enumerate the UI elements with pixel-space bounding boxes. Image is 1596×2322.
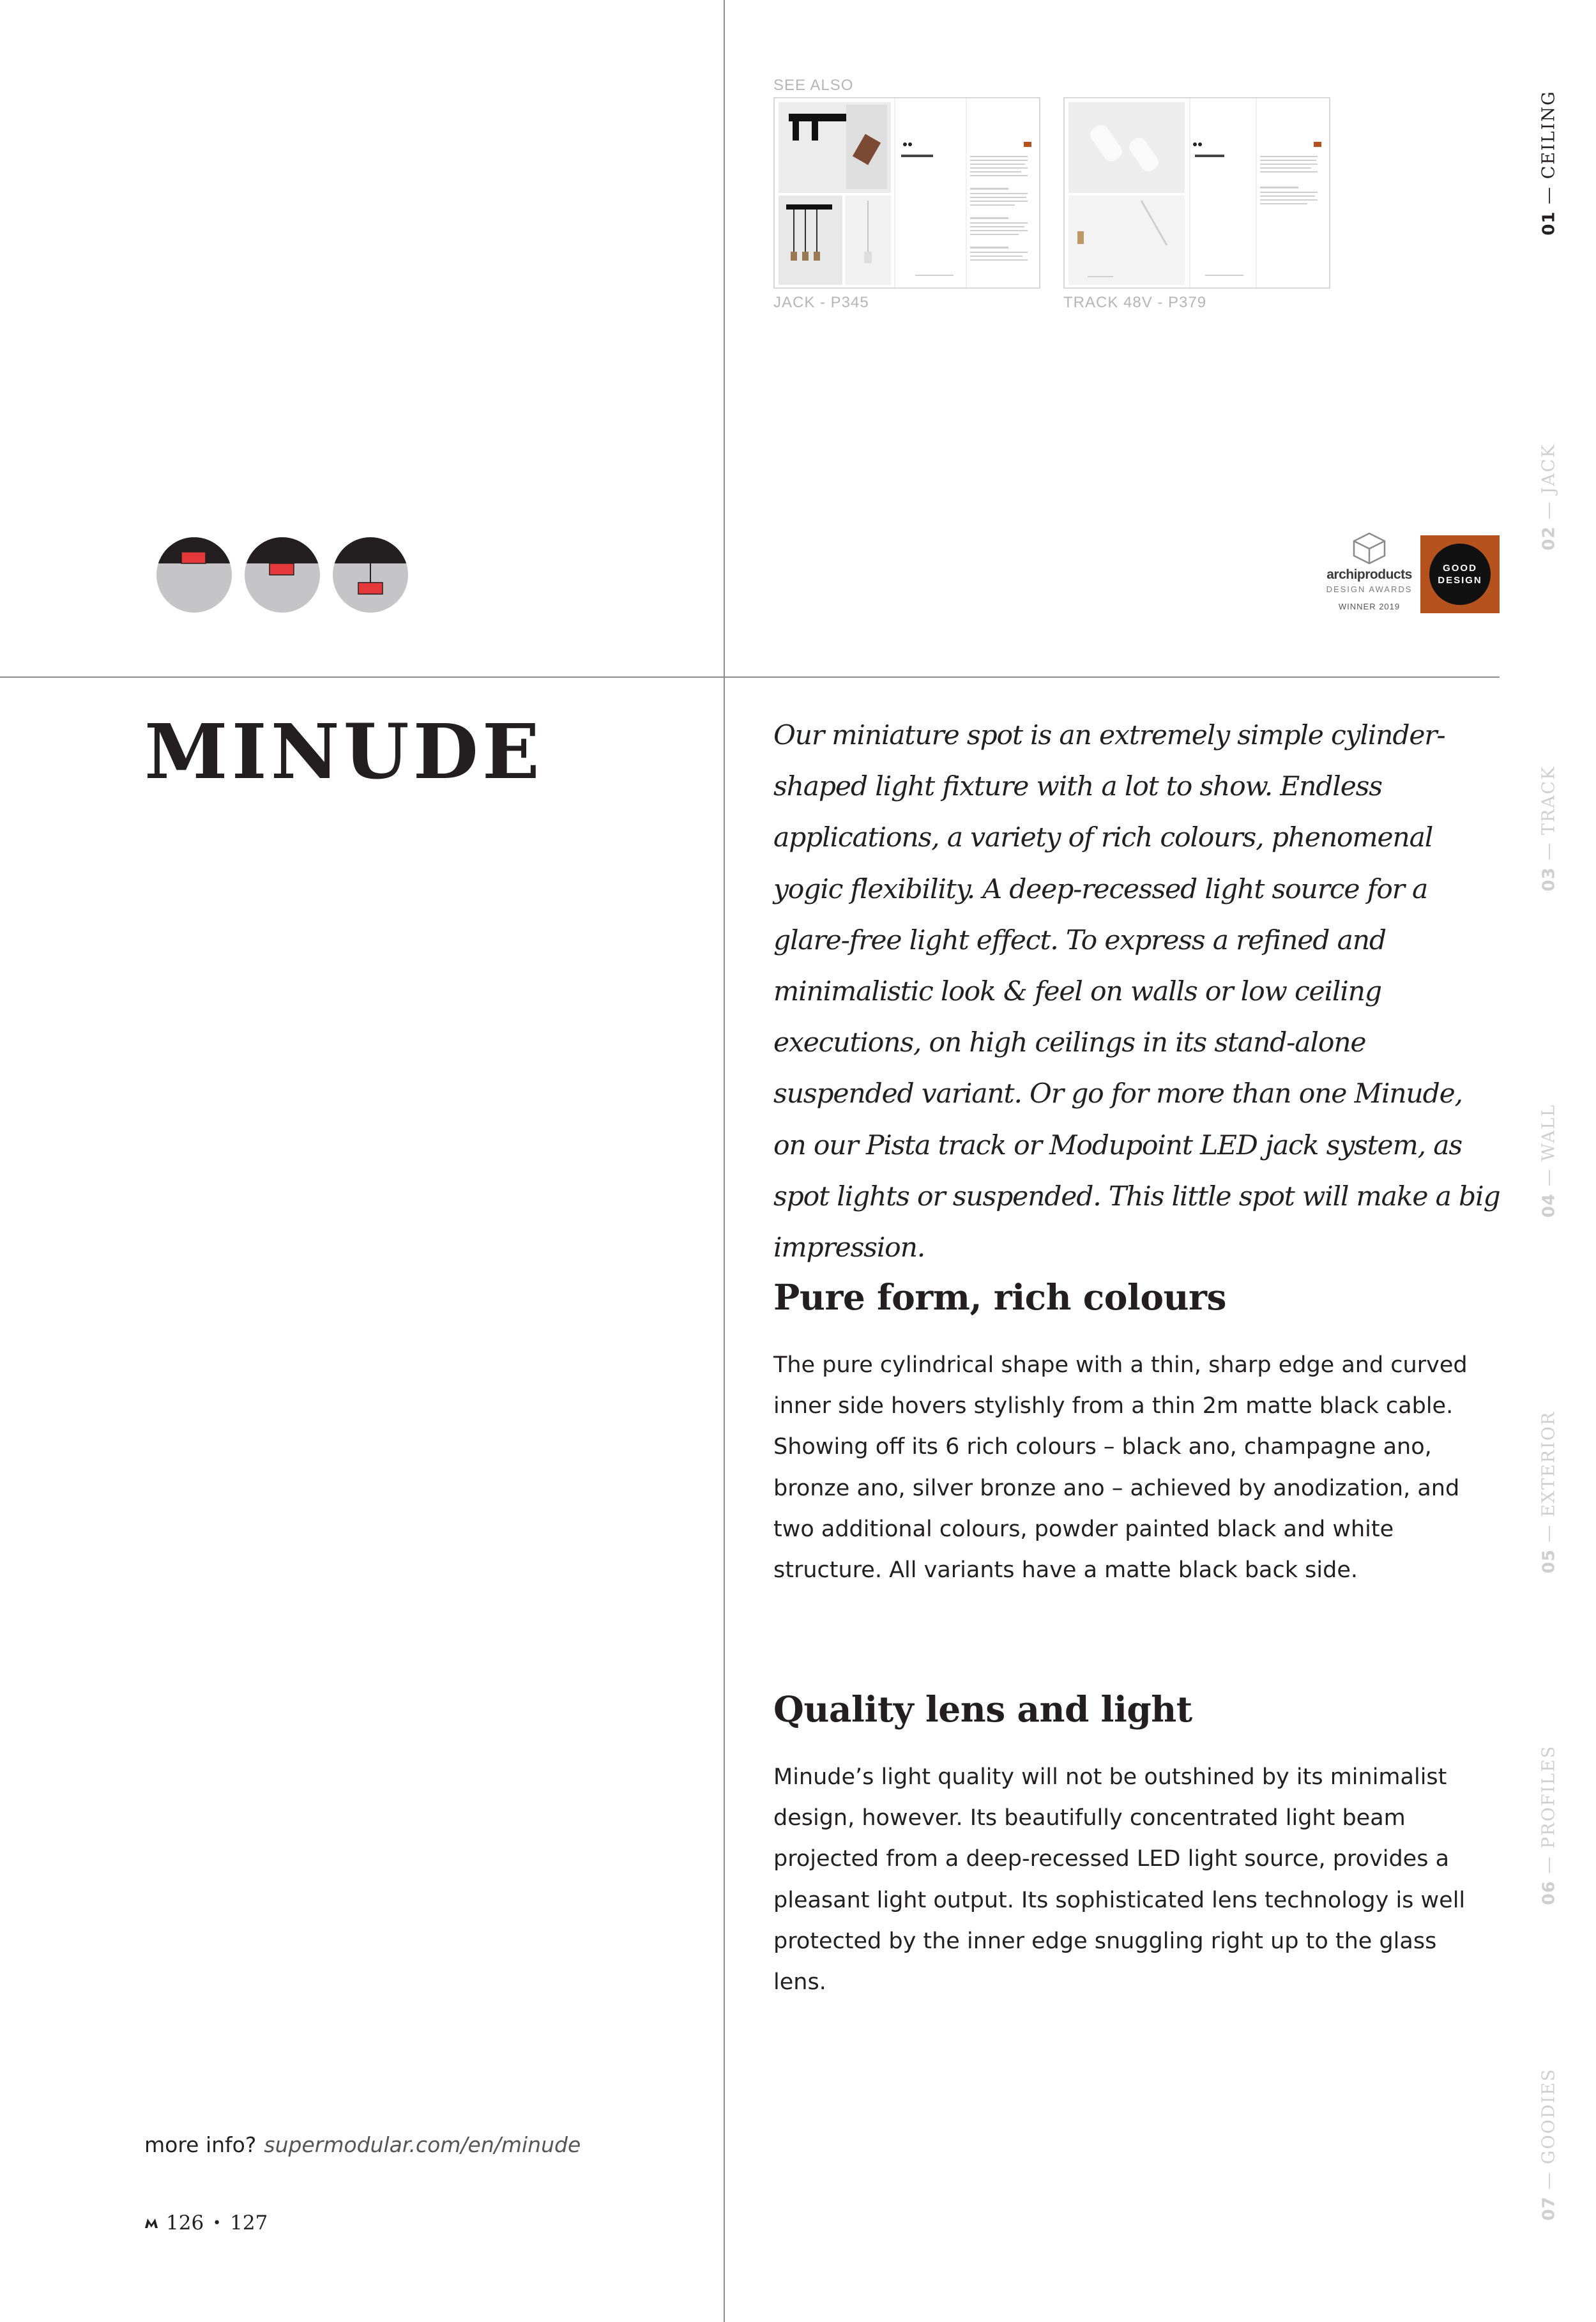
archiproducts-award (1321, 531, 1418, 615)
chapter-label: — WALL (1539, 1103, 1559, 1187)
archiproducts-subtitle: DESIGN AWARDS (1326, 584, 1413, 594)
see-also-caption-track[interactable]: TRACK 48V - P379 (1063, 294, 1207, 311)
see-also-thumbnail-jack[interactable] (773, 97, 1040, 289)
section-heading-lens: Quality lens and light (773, 1688, 1192, 1730)
archiproducts-cube-icon (1351, 531, 1388, 565)
chapter-label: — CEILING (1539, 90, 1559, 204)
page-right: 127 (230, 2211, 268, 2234)
more-info-label: more info? (144, 2132, 257, 2157)
chapter-num: 07 (1539, 2196, 1559, 2221)
more-info (144, 2132, 581, 2157)
chapter-tab-wall[interactable] (1539, 1104, 1559, 1218)
jack-page-preview-icon (775, 98, 1039, 287)
chapter-tab-goodies[interactable] (1539, 2068, 1559, 2221)
good-design-line1: GOOD (1443, 563, 1477, 574)
chapter-label: — TRACK (1539, 765, 1559, 860)
chapter-label: — GOODIES (1539, 2068, 1559, 2190)
supermodular-logo-icon (144, 2217, 158, 2229)
more-info-link[interactable]: supermodular.com/en/minude (264, 2132, 581, 2157)
archiproducts-winner: WINNER 2019 (1338, 602, 1401, 611)
suspended-icon (332, 535, 409, 615)
good-design-badge (1429, 544, 1491, 605)
chapter-num: 03 (1539, 867, 1559, 892)
product-title: MINUDE (144, 707, 543, 796)
chapter-tab-exterior[interactable] (1539, 1411, 1559, 1573)
ceiling-mounted-icon (244, 535, 321, 615)
chapter-label: — JACK (1539, 443, 1559, 519)
chapter-tab-profiles[interactable] (1539, 1745, 1559, 1906)
good-design-award (1420, 535, 1500, 613)
page-left: 126 (166, 2211, 204, 2234)
chapter-tab-ceiling[interactable] (1539, 90, 1559, 235)
intro-paragraph: Our miniature spot is an extremely simple cylinder-shaped light fixture with a lot to show. Endless applications, a variety of rich colours, phenomenal yogic flexibility. A deep-recessed light source for a glare-free light effect. To express a refined and minimalistic look & feel on walls or low ceiling executions, on high ceilings in its stand-alone suspended variant. Or go for more than one Minude, on our Pista track or Modupoint LED jack system, as spot lights or suspended. This little spot will make a big impression. (773, 720, 1500, 1264)
track-page-preview-icon (1065, 98, 1329, 287)
surface-mounted-icon (156, 535, 232, 615)
chapter-tab-jack[interactable] (1539, 443, 1559, 551)
chapter-num: 05 (1539, 1549, 1559, 1574)
chapter-label: — PROFILES (1539, 1745, 1559, 1874)
page-numbers (144, 2211, 268, 2234)
page-separator: • (213, 2215, 222, 2231)
good-design-line2: DESIGN (1438, 575, 1482, 586)
chapter-num: 02 (1539, 526, 1559, 551)
see-also-label: SEE ALSO (773, 77, 854, 94)
archiproducts-title: archiproducts (1326, 567, 1412, 582)
chapter-tab-track[interactable] (1539, 765, 1559, 891)
chapter-label: — EXTERIOR (1539, 1410, 1559, 1543)
see-also-thumbnail-track[interactable] (1063, 97, 1330, 289)
section-heading-colours: Pure form, rich colours (773, 1276, 1226, 1318)
chapter-num: 01 (1539, 211, 1559, 236)
section-body-colours: The pure cylindrical shape with a thin, sharp edge and curved inner side hovers stylishly from a thin 2m matte black cable. Showing off its 6 rich colours – black ano, champagne ano, bronze ano, silver bronze ano – achieved by anodization, and two additional colours, powder painted black and white structure. All variants have a matte black back side. (773, 1352, 1468, 1584)
vertical-divider (724, 0, 725, 2322)
chapter-num: 06 (1539, 1881, 1559, 1906)
see-also-caption-jack[interactable]: JACK - P345 (773, 294, 869, 311)
horizontal-divider (0, 676, 1500, 678)
section-body-lens: Minude’s light quality will not be outshined by its minimalist design, however. Its beautifully concentrated light beam projected from a deep-recessed LED light source, provides a pleasant light output. Its sophisticated lens technology is well protected by the inner edge snuggling right up to the glass lens. (773, 1764, 1466, 1996)
mounting-variants-icons (156, 535, 409, 615)
chapter-num: 04 (1539, 1193, 1559, 1218)
